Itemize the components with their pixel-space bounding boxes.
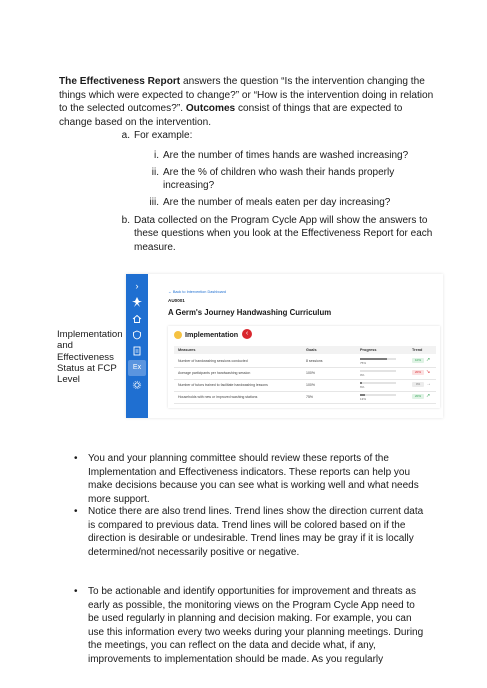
implementation-title: Implementation — [185, 330, 239, 339]
progress-bar — [360, 358, 396, 360]
measure-cell: Number of tutors trained to facilitate handwashing lessons — [178, 383, 268, 387]
sub-text-ii: Are the % of children who wash their hands properly increasing? — [163, 167, 395, 192]
col-trend: Trend — [412, 348, 423, 352]
goal-cell: 100% — [306, 371, 315, 375]
intervention-code: AU0001 — [168, 298, 185, 303]
trend-badge: 10% — [412, 358, 424, 363]
bullet-text: To be actionable and identify opportunities for improvement and threats as early as possible, the monitoring views on the Program Cycle App need to be used regularly in planning and decision making. For example, you can use this information every two weeks during your planning meetings. During the meetings, you can reflect on the data and decide what, if any, improvements to implementation should be made. As you regularly — [88, 586, 424, 665]
table-row — [174, 391, 436, 404]
progress-fill — [360, 358, 387, 360]
col-goals: Goals — [306, 348, 317, 352]
intro-text-2: consist of things that are expected to change based on the intervention. — [59, 103, 403, 128]
progress-bar — [360, 370, 396, 372]
document-icon[interactable] — [131, 346, 143, 358]
intro-paragraph — [59, 75, 435, 129]
progress-bar — [360, 382, 396, 384]
trend-down-icon: ↘ — [426, 369, 431, 375]
sub-text-iii: Are the number of meals eaten per day increasing? — [163, 197, 391, 208]
trend-badge: 20% — [412, 394, 424, 399]
col-measures: Measures — [178, 348, 196, 352]
sidebar-item-active[interactable]: Ex — [128, 360, 146, 376]
measure-cell: Households with new or improved washing stations — [178, 395, 258, 399]
measure-cell: Number of handwashing sessions conducted — [178, 359, 248, 363]
home-icon[interactable] — [131, 314, 143, 326]
screenshot-caption: Implementation and Effectiveness Status at FCP Level — [57, 329, 123, 386]
list-marker-b: b. — [121, 215, 130, 226]
progress-text: 13% — [360, 397, 367, 401]
sub-marker-i: i. — [154, 150, 159, 161]
bullet-text: You and your planning committee should review these reports of the Implementation and Effectiveness indicators. These reports can help you make decisions because you can see what is working well and what needs more support. — [88, 453, 419, 505]
goal-cell: 75% — [306, 395, 314, 399]
trend-badge: 20% — [412, 370, 424, 375]
sub-text-i: Are the number of times hands are washed increasing? — [163, 150, 409, 161]
goal-cell: 100% — [306, 383, 315, 387]
back-to-dashboard-link[interactable]: ← Back to Intervention Dashboard — [168, 290, 227, 294]
app-main — [148, 274, 443, 418]
trend-up-icon: ↗ — [426, 357, 431, 363]
sub-marker-ii: ii. — [151, 167, 159, 178]
progress-bar — [360, 394, 396, 396]
bullet-dot: • — [74, 586, 78, 597]
back-arrow-icon[interactable]: ‹ — [242, 329, 252, 339]
measure-cell: Average participants per handwashing session — [178, 371, 251, 375]
shield-icon[interactable] — [131, 330, 143, 342]
goal-cell: 8 sessions — [306, 359, 323, 363]
progress-text: 75% — [360, 361, 367, 365]
list-marker-a: a. — [121, 130, 130, 141]
status-dot-icon — [174, 331, 182, 339]
bullet-dot: • — [74, 453, 78, 464]
list-text-b: Data collected on the Program Cycle App will show the answers to these questions when you look at the Effectiveness Report for each measure. — [134, 215, 433, 253]
app-sidebar — [126, 274, 148, 418]
table-header — [174, 346, 436, 354]
effectiveness-report-term: The Effectiveness Report — [59, 76, 181, 87]
intro-text-1: answers the question “Is the intervention changing the things which were expected to change?” or “How is the intervention doing in relation to the selected outcomes?”. — [59, 76, 434, 115]
sub-marker-iii: iii. — [149, 197, 159, 208]
curriculum-title: A Germ's Journey Handwashing Curriculum — [168, 308, 332, 317]
bullet-text: Notice there are also trend lines. Trend lines show the direction current data is compared to previous data. Trend lines will be colored based on if the direction is desirable or undesirable. Trend lines may be gray if it is locally determined/not necessarily positive or negative. — [88, 506, 424, 558]
outcomes-term: Outcomes — [185, 103, 236, 115]
app-screenshot — [126, 274, 443, 418]
bullet-dot: • — [74, 506, 78, 517]
settings-icon[interactable] — [131, 380, 143, 392]
trend-flat-icon: → — [426, 381, 431, 387]
progress-fill — [360, 394, 365, 396]
progress-text: 0% — [360, 373, 365, 377]
chevron-right-icon[interactable]: › — [135, 281, 139, 291]
trend-up-icon: ↗ — [426, 393, 431, 399]
logo-icon — [131, 296, 143, 308]
progress-text: 6% — [360, 385, 365, 389]
col-progress: Progress — [360, 348, 377, 352]
progress-fill — [360, 382, 362, 384]
list-text-a: For example: — [134, 130, 193, 141]
trend-badge: 0% — [412, 382, 424, 387]
implementation-card — [168, 326, 440, 408]
